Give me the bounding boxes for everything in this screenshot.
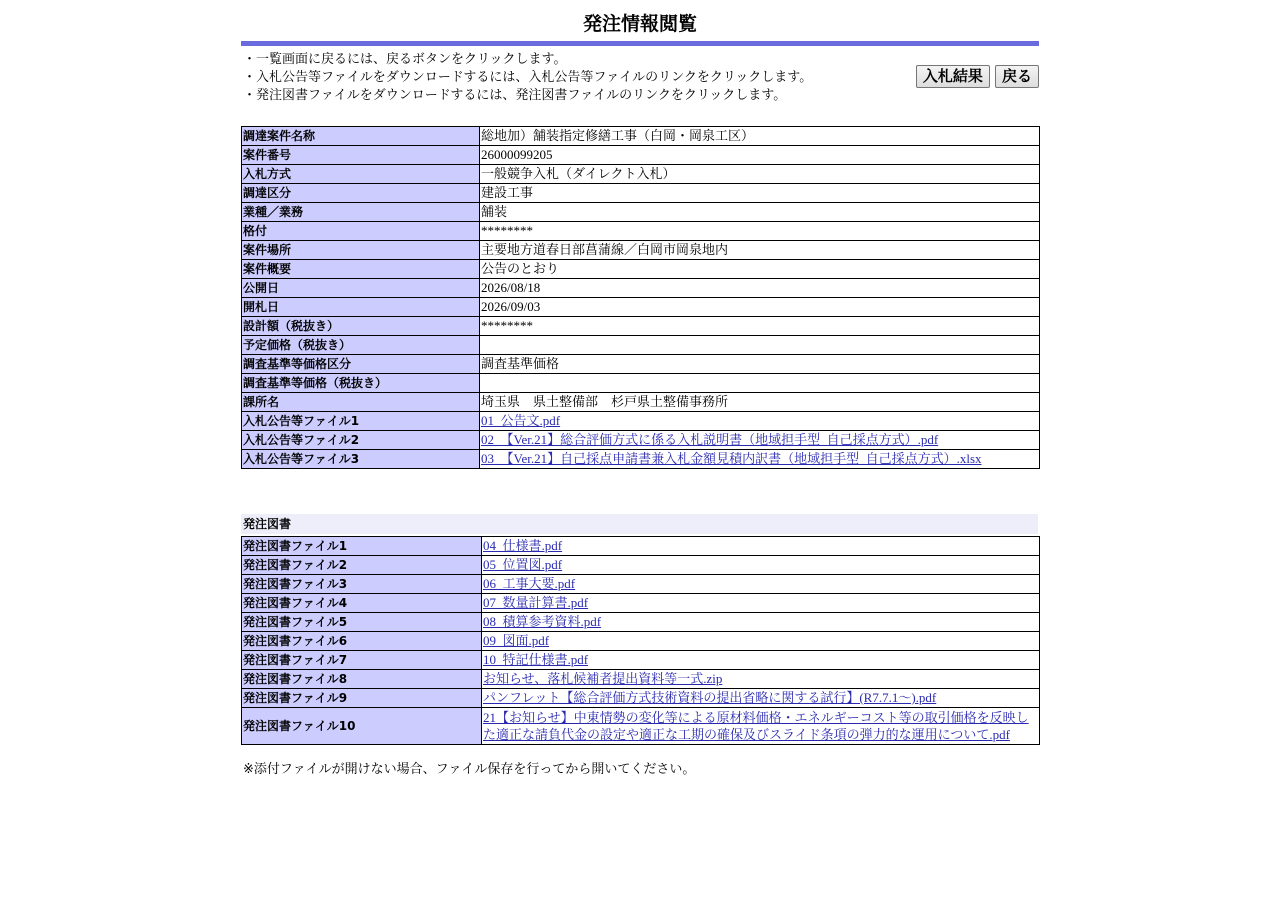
table-row <box>242 393 1040 412</box>
row-value: ******** <box>480 317 1040 336</box>
row-label: 課所名 <box>242 393 480 412</box>
row-value <box>482 708 1040 745</box>
table-row <box>242 355 1040 374</box>
instruction-item: ・一覧画面に戻るには、戻るボタンをクリックします。 <box>243 52 567 67</box>
table-row <box>242 689 1040 708</box>
table-row <box>242 537 1040 556</box>
row-label: 業種／業務 <box>242 203 480 222</box>
file-link[interactable]: 10_特記仕様書.pdf <box>483 652 589 667</box>
table-row <box>242 298 1040 317</box>
table-row <box>242 708 1040 745</box>
row-label: 案件概要 <box>242 260 480 279</box>
table-row <box>242 450 1040 469</box>
table-row <box>242 241 1040 260</box>
row-value <box>480 450 1040 469</box>
table-row <box>242 412 1040 431</box>
row-label: 入札公告等ファイル2 <box>242 431 480 450</box>
row-value <box>482 594 1040 613</box>
table-row <box>242 127 1040 146</box>
table-row <box>242 670 1040 689</box>
row-value: 2026/08/18 <box>480 279 1040 298</box>
row-label: 公開日 <box>242 279 480 298</box>
page-container <box>241 0 1039 777</box>
row-label: 案件場所 <box>242 241 480 260</box>
row-value <box>482 613 1040 632</box>
action-buttons <box>916 65 1039 88</box>
row-value: 総地加）舗装指定修繕工事（白岡・岡泉工区） <box>480 127 1040 146</box>
row-value: 舗装 <box>480 203 1040 222</box>
table-row <box>242 594 1040 613</box>
table-row <box>242 613 1040 632</box>
row-value: 2026/09/03 <box>480 298 1040 317</box>
row-label: 発注図書ファイル2 <box>242 556 482 575</box>
row-label: 入札方式 <box>242 165 480 184</box>
row-value <box>482 537 1040 556</box>
table-row <box>242 575 1040 594</box>
row-value: 一般競争入札（ダイレクト入札） <box>480 165 1040 184</box>
info-table <box>241 126 1040 469</box>
row-value: 26000099205 <box>480 146 1040 165</box>
row-value <box>482 670 1040 689</box>
file-link[interactable]: お知らせ、落札候補者提出資料等一式.zip <box>483 671 723 686</box>
row-value <box>480 336 1040 355</box>
row-value <box>482 575 1040 594</box>
file-link[interactable]: 03_【Ver.21】自己採点申請書兼入札金額見積内訳書（地域担手型_自己採点方式）.xlsx <box>481 451 982 466</box>
page-title: 発注情報閲覧 <box>582 13 697 35</box>
row-value <box>482 632 1040 651</box>
table-row <box>242 632 1040 651</box>
file-link[interactable]: 09_図面.pdf <box>483 633 550 648</box>
table-row <box>242 336 1040 355</box>
row-label: 調達区分 <box>242 184 480 203</box>
row-value <box>482 556 1040 575</box>
table-row <box>242 374 1040 393</box>
row-value <box>482 651 1040 670</box>
instructions-block <box>241 51 1039 117</box>
row-label: 発注図書ファイル3 <box>242 575 482 594</box>
row-label: 入札公告等ファイル1 <box>242 412 480 431</box>
row-label: 発注図書ファイル6 <box>242 632 482 651</box>
file-link[interactable]: 07_数量計算書.pdf <box>483 595 589 610</box>
row-label: 開札日 <box>242 298 480 317</box>
row-label: 発注図書ファイル4 <box>242 594 482 613</box>
row-value <box>480 374 1040 393</box>
row-label: 発注図書ファイル1 <box>242 537 482 556</box>
table-row <box>242 651 1040 670</box>
file-link[interactable]: 08_積算参考資料.pdf <box>483 614 602 629</box>
instruction-item: ・入札公告等ファイルをダウンロードするには、入札公告等ファイルのリンクをクリックします。 <box>243 70 813 85</box>
row-label: 調査基準等価格区分 <box>242 355 480 374</box>
back-button[interactable]: 戻る <box>995 65 1039 88</box>
file-link[interactable]: 21【お知らせ】中東情勢の変化等による原材料価格・エネルギーコスト等の取引価格を反映した適正な請負代金の設定や適正な工期の確保及びスライド条項の弾力的な運用について.pdf <box>483 710 1029 742</box>
file-link[interactable]: 06_工事大要.pdf <box>483 576 576 591</box>
docs-table <box>241 536 1040 745</box>
row-label: 入札公告等ファイル3 <box>242 450 480 469</box>
row-value: 主要地方道春日部菖蒲線／白岡市岡泉地内 <box>480 241 1040 260</box>
row-label: 発注図書ファイル10 <box>242 708 482 745</box>
table-row <box>242 184 1040 203</box>
row-value: 埼玉県 県土整備部 杉戸県土整備事務所 <box>480 393 1040 412</box>
instruction-item: ・発注図書ファイルをダウンロードするには、発注図書ファイルのリンクをクリックします。 <box>243 88 787 103</box>
title-divider <box>241 41 1039 46</box>
row-label: 調査基準等価格（税抜き） <box>242 374 480 393</box>
file-link[interactable]: 05_位置図.pdf <box>483 557 563 572</box>
table-row <box>242 146 1040 165</box>
row-value: 公告のとおり <box>480 260 1040 279</box>
row-label: 設計額（税抜き） <box>242 317 480 336</box>
file-link[interactable]: 04_仕様書.pdf <box>483 538 563 553</box>
file-link[interactable]: パンフレット【総合評価方式技術資料の提出省略に関する試行】(R7.7.1～).pdf <box>483 690 937 705</box>
row-label: 発注図書ファイル5 <box>242 613 482 632</box>
row-label: 調達案件名称 <box>242 127 480 146</box>
table-row <box>242 279 1040 298</box>
row-value <box>480 431 1040 450</box>
row-label: 案件番号 <box>242 146 480 165</box>
row-label: 予定価格（税抜き） <box>242 336 480 355</box>
table-row <box>242 431 1040 450</box>
row-label: 格付 <box>242 222 480 241</box>
table-row <box>242 260 1040 279</box>
file-link[interactable]: 01_公告文.pdf <box>481 413 561 428</box>
row-label: 発注図書ファイル7 <box>242 651 482 670</box>
table-row <box>242 222 1040 241</box>
table-row <box>242 317 1040 336</box>
row-value: 建設工事 <box>480 184 1040 203</box>
file-link[interactable]: 02_【Ver.21】総合評価方式に係る入札説明書（地域担手型_自己採点方式）.pdf <box>481 432 939 447</box>
row-value <box>480 412 1040 431</box>
footer-note: ※添付ファイルが開けない場合、ファイル保存を行ってから開いてください。 <box>243 762 696 777</box>
table-row <box>242 165 1040 184</box>
bid-result-button[interactable]: 入札結果 <box>916 65 990 88</box>
row-value: ******** <box>480 222 1040 241</box>
docs-section-title: 発注図書 <box>241 514 1038 534</box>
row-value: 調査基準価格 <box>480 355 1040 374</box>
row-label: 発注図書ファイル9 <box>242 689 482 708</box>
row-label: 発注図書ファイル8 <box>242 670 482 689</box>
table-row <box>242 556 1040 575</box>
row-value <box>482 689 1040 708</box>
table-row <box>242 203 1040 222</box>
